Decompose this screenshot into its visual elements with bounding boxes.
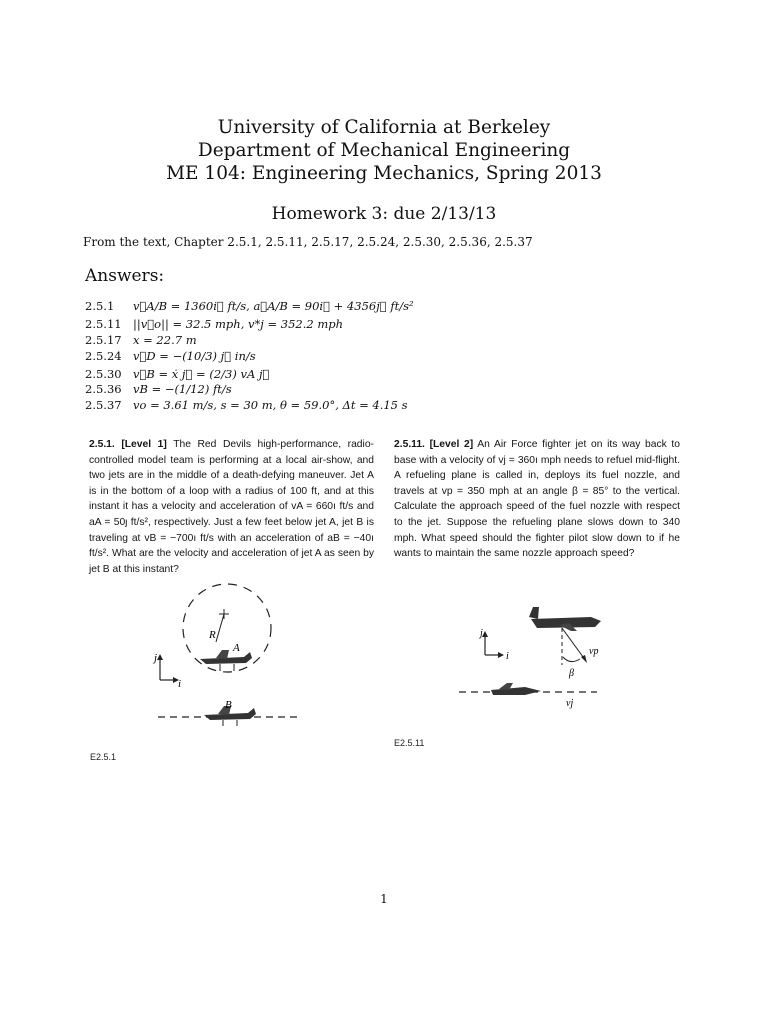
course-title: ME 104: Engineering Mechanics, Spring 2013 bbox=[166, 163, 602, 184]
answer-value: v⃗A/B = 1360i⃗ ft/s, a⃗A/B = 90i⃗ + 4356j⃗ ft/s² bbox=[133, 299, 414, 313]
problem-text: The Red Devils high-performance, radio-controlled model team is performing at a local air-show, and two jets are in the middle of a death-defying maneuver. Jet A is in the bottom of a loop with a radius of 100 ft, and at this instant it has a velocity and acceleration of vA = 660ı ft/s and aA = 50ȷ ft/s², respectively. Just a few feet below jet A, jet B is traveling at vB = −700ı ft/s with an acceleration of aB = −40ı ft/s². What are the velocity and acceleration of jet A as seen by jet B at this instant? bbox=[89, 439, 374, 575]
problem-2-5-1 bbox=[89, 437, 374, 577]
answers-heading: Answers: bbox=[85, 266, 165, 286]
axis-i-label: i bbox=[506, 651, 509, 662]
refueling-plane-icon bbox=[529, 607, 601, 631]
axis-j-label: j bbox=[154, 652, 158, 664]
figure-refueling bbox=[455, 595, 615, 725]
problem-level: [Level 2] bbox=[429, 439, 474, 450]
answer-row bbox=[85, 333, 197, 348]
radius-label: R bbox=[209, 629, 216, 641]
university-name: University of California at Berkeley bbox=[217, 117, 551, 138]
jet-a-label: A bbox=[233, 642, 240, 654]
figure-caption-e2-5-1: E2.5.1 bbox=[90, 752, 117, 762]
beta-label: β bbox=[569, 668, 574, 679]
answer-row bbox=[85, 398, 408, 413]
beta-arc bbox=[563, 657, 580, 662]
axis-i-label: i bbox=[178, 678, 182, 690]
figure-loop-jets bbox=[88, 580, 378, 750]
answer-value: vo = 3.61 m/s, s = 30 m, θ = 59.0°, Δt = 4.15 s bbox=[133, 398, 408, 412]
problem-level: [Level 1] bbox=[121, 439, 167, 450]
answer-number: 2.5.24 bbox=[85, 349, 122, 363]
answer-number: 2.5.11 bbox=[85, 317, 122, 331]
answer-number: 2.5.37 bbox=[85, 398, 122, 412]
axis-j-label: j bbox=[480, 628, 483, 639]
vp-label: vp bbox=[589, 646, 599, 657]
problem-2-5-11 bbox=[394, 437, 680, 562]
figure-caption-e2-5-11: E2.5.11 bbox=[394, 738, 425, 748]
problem-label: 2.5.1. bbox=[89, 439, 115, 450]
fighter-jet-icon bbox=[491, 683, 541, 695]
answer-row bbox=[85, 349, 256, 364]
answer-number: 2.5.1 bbox=[85, 299, 115, 313]
assigned-problems: From the text, Chapter 2.5.1, 2.5.11, 2.5.17, 2.5.24, 2.5.30, 2.5.36, 2.5.37 bbox=[83, 235, 533, 249]
problem-text: An Air Force fighter jet on its way back to base with a velocity of vj = 360ı mph needs to refuel mid-flight. A refueling plane is called in, deploys its fuel nozzle, and travels at vp = 350 mph at an angle β = 85° to the vertical. Calculate the approach speed of the fuel nozzle with respect to the jet. Suppose the refueling plane slows down to 340 mph. What speed should the fighter pilot slow down to if he wants to maintain the same nozzle approach speed? bbox=[394, 439, 680, 560]
answer-value: vB = −(1/12) ft/s bbox=[133, 382, 232, 396]
answer-number: 2.5.36 bbox=[85, 382, 122, 396]
nozzle-line bbox=[562, 628, 586, 661]
answer-number: 2.5.30 bbox=[85, 367, 122, 381]
radius-line bbox=[216, 614, 224, 642]
answer-value: ||v⃗o|| = 32.5 mph, v*j = 352.2 mph bbox=[133, 317, 344, 331]
answer-number: 2.5.17 bbox=[85, 333, 122, 347]
page-number: 1 bbox=[380, 892, 388, 906]
homework-title: Homework 3: due 2/13/13 bbox=[271, 204, 497, 224]
jet-b-label: B bbox=[225, 699, 232, 711]
answer-value: v⃗B = ẋ j⃗ = (2/3) vA j⃗ bbox=[133, 367, 270, 381]
answer-value: x = 22.7 m bbox=[133, 333, 197, 347]
problem-label: 2.5.11. bbox=[394, 439, 425, 450]
answer-row bbox=[85, 382, 232, 397]
answer-row bbox=[85, 317, 343, 332]
answer-value: v⃗D = −(10/3) j⃗ in/s bbox=[133, 349, 256, 363]
vj-label: vj bbox=[566, 698, 574, 709]
answer-row bbox=[85, 299, 414, 314]
answer-row bbox=[85, 367, 269, 382]
department-name: Department of Mechanical Engineering bbox=[197, 140, 571, 161]
